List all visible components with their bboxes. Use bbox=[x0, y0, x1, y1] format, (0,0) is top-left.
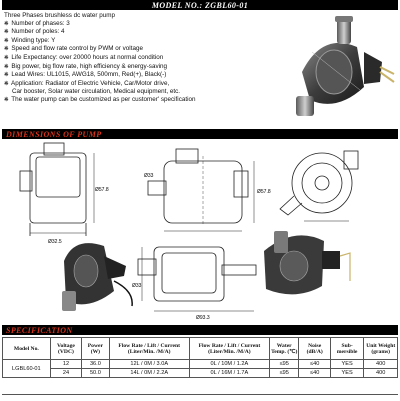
cell-submersible: YES bbox=[330, 369, 364, 378]
feature-item: ※ Speed and flow rate control by PWM or voltage bbox=[4, 45, 143, 53]
header-submersible: Sub-mersible bbox=[330, 338, 364, 360]
dimensions-title-bar bbox=[2, 129, 398, 139]
table-row bbox=[3, 369, 398, 378]
table-header-row bbox=[3, 338, 398, 360]
cell-noise: ≤40 bbox=[299, 369, 330, 378]
dimensions-title: DIMENSIONS OF PUMP bbox=[6, 129, 102, 139]
pump-photo-left-icon bbox=[62, 243, 132, 311]
dimension-drawings bbox=[4, 141, 396, 323]
cell-flow-1: 14L / 0M / 2.2A bbox=[109, 369, 189, 378]
cell-voltage: 24 bbox=[50, 369, 81, 378]
cell-noise: ≤40 bbox=[299, 360, 330, 369]
front-view-drawing bbox=[20, 143, 94, 236]
cell-flow-2: 0L / 10M / 1.2A bbox=[189, 360, 269, 369]
header-power: Power (W) bbox=[82, 338, 109, 360]
product-headline: Three Phases brushless dc water pump bbox=[4, 12, 115, 19]
header-temp: Water Temp. (℃) bbox=[270, 338, 299, 360]
bottom-left-label: Ø33 bbox=[132, 283, 142, 289]
header-model: Model No. bbox=[3, 338, 51, 360]
header-flow-2: Flow Rate / Lift / Current (Liter/Min. /M/A) bbox=[189, 338, 269, 360]
cell-weight: 400 bbox=[364, 360, 398, 369]
side-height-label: Ø57.8 bbox=[257, 189, 271, 195]
model-title: MODEL NO.: ZGBL60-01 bbox=[151, 0, 249, 10]
cell-flow-1: 12L / 0M / 3.0A bbox=[109, 360, 189, 369]
cell-temp: ≤95 bbox=[270, 369, 299, 378]
header-voltage: Voltage (VDC) bbox=[50, 338, 81, 360]
header-weight: Unit Weight (grams) bbox=[364, 338, 398, 360]
feature-item: ※ Life Expectancy: over 20000 hours at normal condition bbox=[4, 53, 164, 61]
feature-item: ※ Big power, big flow rate, high efficiency & energy-saving bbox=[4, 62, 168, 70]
side-view-drawing bbox=[148, 149, 254, 231]
bottom-right-label: Ø93.3 bbox=[196, 315, 210, 321]
feature-item: ※ Number of phases: 3 bbox=[4, 19, 70, 27]
feature-item-continued: Car booster, Solar water circulation, Medical equipment, etc. bbox=[12, 88, 180, 96]
feature-item: ※ The water pump can be customized as per customer' specification bbox=[4, 95, 196, 103]
pump-photo-right-icon bbox=[264, 231, 350, 294]
cell-power: 50.0 bbox=[82, 369, 109, 378]
specification-title: SPECIFICATION bbox=[6, 325, 73, 335]
feature-item: ※ Winding type: Y bbox=[4, 36, 56, 44]
cell-submersible: YES bbox=[330, 360, 364, 369]
cell-weight: 400 bbox=[364, 369, 398, 378]
cell-power: 36.0 bbox=[82, 360, 109, 369]
features-list bbox=[4, 12, 289, 105]
feature-item: ※ Lead Wires: UL1015, AWG18, 500mm, Red(+), Black(-) bbox=[4, 71, 167, 79]
specification-title-bar bbox=[2, 325, 398, 335]
specification-table bbox=[2, 337, 398, 378]
pump-photo-icon bbox=[282, 12, 396, 126]
header-noise: Noise (dB/A) bbox=[299, 338, 330, 360]
rear-view-drawing bbox=[280, 151, 358, 221]
front-width-label: Ø32.5 bbox=[48, 239, 62, 245]
side-side-label: Ø33 bbox=[144, 173, 154, 179]
model-title-bar bbox=[2, 0, 398, 10]
cell-flow-2: 0L / 16M / 1.7A bbox=[189, 369, 269, 378]
front-height-label: Ø57.8 bbox=[95, 187, 109, 193]
bottom-drawing bbox=[138, 247, 256, 311]
feature-item: ※ Number of poles: 4 bbox=[4, 28, 65, 36]
cell-voltage: 12 bbox=[50, 360, 81, 369]
feature-item: ※ Application: Radiator of Electric Vehicle, Car/Motor drive, bbox=[4, 79, 170, 87]
header-flow-1: Flow Rate / Lift / Current (Liter/Min. /M/A) bbox=[109, 338, 189, 360]
cell-temp: ≤95 bbox=[270, 360, 299, 369]
cell-model: LGBL60-01 bbox=[3, 360, 51, 378]
table-row bbox=[3, 360, 398, 369]
